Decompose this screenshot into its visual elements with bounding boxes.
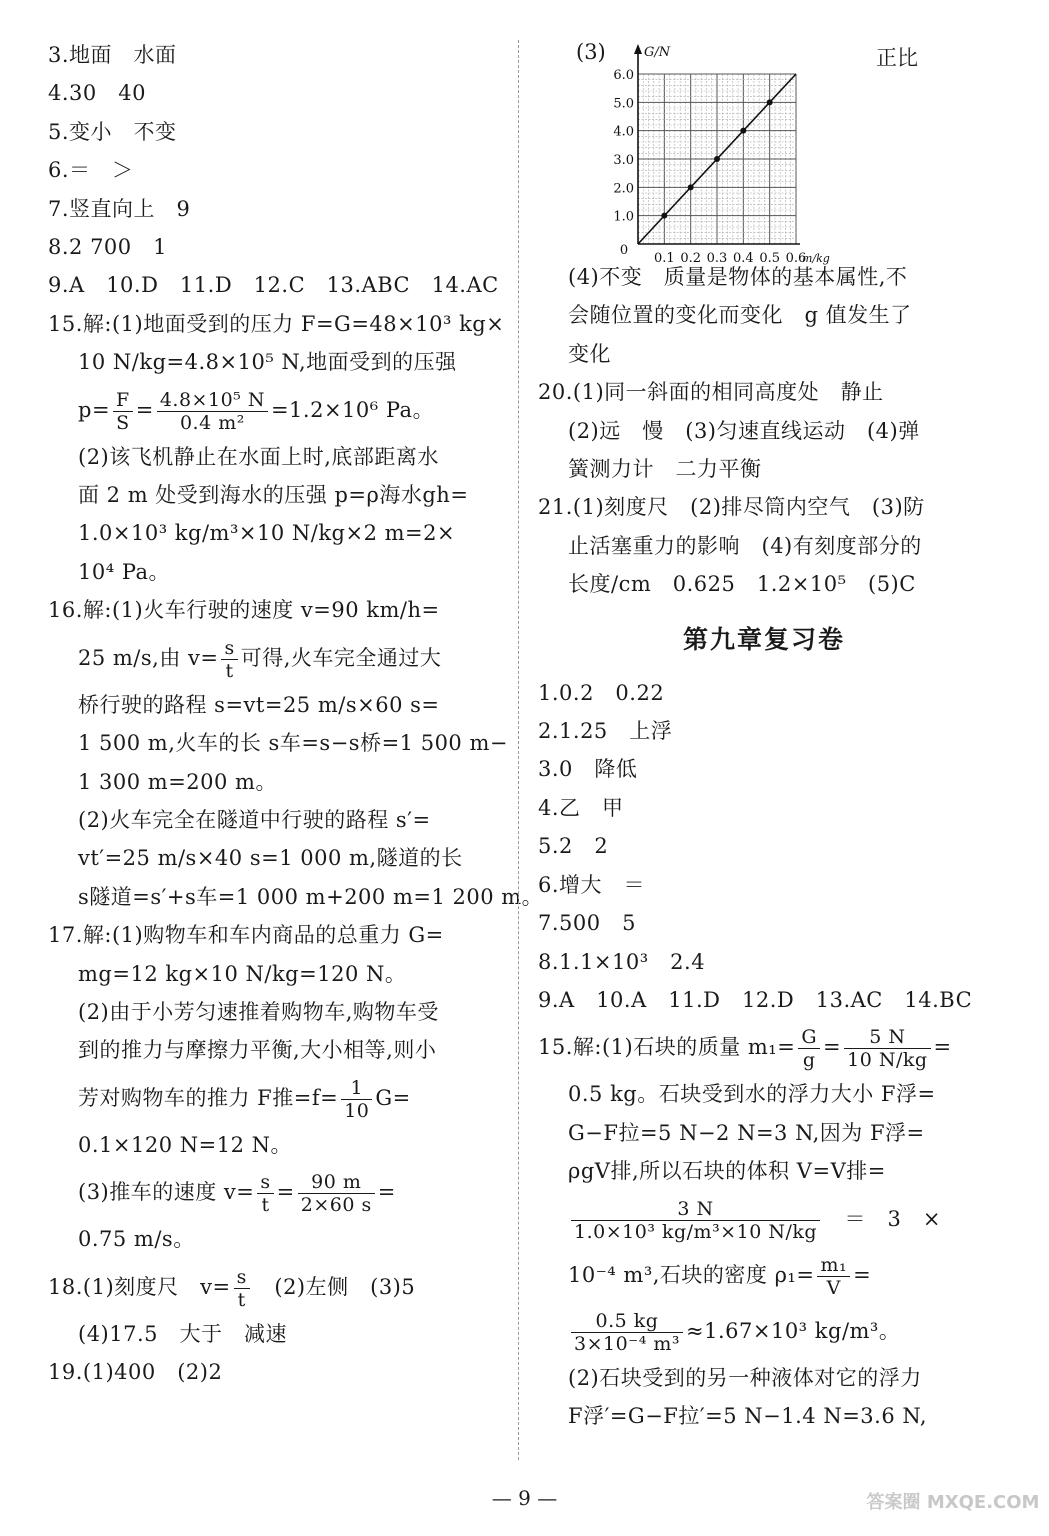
answer-line (538, 1303, 990, 1359)
fraction-numerator: G (798, 1026, 820, 1049)
data-point (688, 184, 694, 190)
answer-line: 3.0 降低 (538, 757, 638, 782)
fraction-denominator: 1.0×10³ kg/m³×10 N/kg (574, 1220, 818, 1243)
fraction-denominator: t (237, 1288, 246, 1311)
answer-line: 0.1×120 N=12 N。 (78, 1132, 292, 1157)
answer-line (48, 1259, 500, 1315)
answer-line: 9.A 10.D 11.D 12.C 13.ABC 14.AC (48, 273, 499, 298)
y-tick-label: 6.0 (613, 68, 634, 83)
answer-line: s隧道=s′+s车=1 000 m+200 m=1 200 m。 (78, 884, 544, 909)
answer-line: 长度/cm 0.625 1.2×10⁵ (5)C (568, 572, 916, 597)
gn-mass-chart (598, 36, 858, 266)
fraction (298, 1171, 375, 1216)
answer-line (48, 382, 500, 438)
answer-line: 变化 (568, 341, 611, 366)
y-tick-label: 3.0 (613, 153, 634, 168)
fraction-denominator: 10 N/kg (847, 1049, 928, 1072)
x-tick-label: 0.5 (759, 251, 781, 266)
x-tick-label: 0.4 (732, 251, 754, 266)
fraction-numerator: F (113, 389, 133, 412)
fraction-numerator: 5 N (844, 1026, 930, 1049)
text-segment: (3)推车的速度 v= (78, 1180, 255, 1205)
fraction-numerator: s (234, 1266, 250, 1289)
watermark-text: 答案圈 MXQE.COM (866, 1492, 1040, 1513)
text-segment: 10⁻⁴ m³,石块的密度 ρ₁= (568, 1262, 815, 1287)
answer-line (48, 630, 500, 686)
answer-line: 6.增大 ＝ (538, 872, 646, 897)
answer-line: 10 N/kg=4.8×10⁵ N,地面受到的压强 (78, 350, 457, 375)
fraction (341, 1077, 372, 1122)
answer-line: 4.30 40 (48, 81, 146, 106)
fraction-numerator: s (257, 1171, 273, 1194)
answer-line: 2.1.25 上浮 (538, 719, 673, 744)
answer-line: 6.＝ ＞ (48, 158, 134, 183)
text-segment: (2)左侧 (3)5 (252, 1274, 416, 1299)
answer-line: 20.(1)同一斜面的相同高度处 静止 (538, 380, 884, 405)
data-point (740, 128, 746, 134)
answer-line: (2)火车完全在隧道中行驶的路程 s′= (78, 807, 431, 832)
fraction (221, 637, 237, 682)
fraction (113, 389, 133, 434)
answer-line: 0.75 m/s。 (78, 1227, 195, 1252)
fraction-denominator: 3×10⁻⁴ m³ (574, 1332, 681, 1355)
fraction-numerator: 90 m (298, 1171, 375, 1194)
text-segment: = (853, 1262, 872, 1287)
answer-line: vt′=25 m/s×40 s=1 000 m,隧道的长 (78, 846, 463, 871)
answer-line: 8.1.1×10³ 2.4 (538, 949, 706, 974)
answer-line: 10⁴ Pa。 (78, 559, 171, 584)
answer-line: 17.解:(1)购物车和车内商品的总重力 G= (48, 923, 444, 948)
answer-line: mg=12 kg×10 N/kg=120 N。 (78, 961, 407, 986)
answer-line: 簧测力计 二力平衡 (568, 457, 762, 482)
answer-line: (2)远 慢 (3)匀速直线运动 (4)弹 (568, 418, 920, 443)
text-segment: =1.2×10⁶ Pa。 (270, 397, 435, 422)
column-divider (518, 40, 519, 1460)
answer-line: 止活塞重力的影响 (4)有刻度部分的 (568, 533, 922, 558)
answer-line: 3.地面 水面 (48, 43, 177, 67)
answer-line (538, 1247, 990, 1303)
answer-line: (2)该飞机静止在水面上时,底部距离水 (78, 444, 439, 469)
fraction (234, 1266, 250, 1311)
x-tick-label: 0.6 (785, 251, 807, 266)
answer-line: (4)不变 质量是物体的基本属性,不 (568, 265, 908, 289)
fraction-denominator: S (116, 411, 130, 434)
fraction-denominator: V (826, 1276, 841, 1299)
question-label: (3) (576, 40, 606, 64)
fraction-numerator: 4.8×10⁵ N (157, 389, 268, 412)
right-answer-column (538, 36, 990, 1435)
answer-line: 1.0×10³ kg/m³×10 N/kg×2 m=2× (78, 521, 456, 546)
fraction (157, 389, 268, 434)
data-point (714, 156, 720, 162)
y-tick-label: 5.0 (613, 96, 634, 112)
chapter-heading: 第九章复习卷 (682, 624, 845, 654)
text-segment: = (135, 397, 154, 422)
fraction (844, 1026, 930, 1071)
y-axis-label: G/N (644, 45, 671, 60)
fraction (817, 1254, 850, 1299)
text-segment: p= (78, 397, 111, 422)
answer-line: 15.解:(1)地面受到的压力 F=G=48×10³ kg× (48, 311, 505, 336)
text-segment: = (933, 1035, 952, 1060)
data-point (661, 213, 667, 219)
text-segment: 芳对购物车的推力 F推=f= (78, 1085, 339, 1110)
data-point (767, 99, 773, 105)
answer-line: 5.2 2 (538, 834, 609, 859)
fraction-denominator: t (225, 659, 234, 682)
x-axis-label: m/kg (802, 252, 830, 265)
fraction-denominator: 2×60 s (300, 1194, 372, 1217)
answer-line: (2)由于小芳匀速推着购物车,购物车受 (78, 999, 439, 1024)
watermark-logo (868, 1470, 1038, 1530)
y-tick-label: 1.0 (613, 209, 634, 225)
y-tick-label: 4.0 (613, 124, 634, 140)
fraction (798, 1026, 820, 1071)
fraction (571, 1310, 683, 1355)
fraction-numerator: 1 (341, 1077, 372, 1100)
text-segment: 15.解:(1)石块的质量 m₁= (538, 1035, 796, 1060)
fraction (257, 1171, 273, 1216)
text-segment: = (823, 1035, 842, 1060)
fraction-denominator: g (802, 1049, 816, 1072)
answer-line: ρgV排,所以石块的体积 V=V排= (568, 1159, 886, 1184)
answer-line: 5.变小 不变 (48, 119, 177, 144)
fraction-numerator: 0.5 kg (571, 1310, 683, 1333)
text-segment: = (377, 1180, 396, 1205)
answer-line: (2)石块受到的另一种液体对它的浮力 (568, 1365, 922, 1390)
answer-line: 7.竖直向上 9 (48, 196, 191, 221)
answer-line: 到的推力与摩擦力平衡,大小相等,则小 (78, 1038, 437, 1063)
y-axis-arrow (634, 44, 642, 54)
text-segment: 18.(1)刻度尺 v= (48, 1274, 231, 1299)
fraction-denominator: t (261, 1194, 270, 1217)
answer-line (538, 1191, 990, 1247)
answer-line: 19.(1)400 (2)2 (48, 1359, 223, 1384)
answer-line: 1 300 m=200 m。 (78, 769, 277, 794)
answer-line (538, 1019, 990, 1075)
fraction-numerator: s (221, 637, 237, 660)
text-segment: G= (375, 1085, 411, 1110)
x-tick-label: 0.1 (653, 251, 675, 266)
answer-line: 1 500 m,火车的长 s车=s−s桥=1 500 m− (78, 731, 508, 756)
graph-answer: 正比 (876, 46, 918, 70)
text-segment: 可得,火车完全通过大 (240, 645, 442, 670)
text-segment: ≈1.67×10³ kg/m³。 (686, 1318, 901, 1343)
x-tick-label: 0.2 (680, 251, 702, 266)
fraction (571, 1198, 820, 1243)
fraction-numerator: m₁ (817, 1254, 850, 1277)
x-tick-label: 0.3 (706, 251, 728, 266)
left-answer-column (48, 36, 544, 1391)
text-segment: ＝ 3 × (823, 1206, 941, 1231)
answer-line: 4.乙 甲 (538, 795, 624, 820)
answer-line: 面 2 m 处受到海水的压强 p=ρ海水gh= (78, 483, 469, 508)
answer-line: 9.A 10.A 11.D 12.D 13.AC 14.BC (538, 987, 973, 1012)
answer-line: F浮′=G−F拉′=5 N−1.4 N=3.6 N, (568, 1403, 928, 1428)
answer-line: 1.0.2 0.22 (538, 680, 665, 705)
answer-line: 7.500 5 (538, 911, 636, 936)
answer-line: 0.5 kg。石块受到水的浮力大小 F浮= (568, 1082, 936, 1107)
graph-question (538, 36, 990, 266)
answer-line: 会随位置的变化而变化 g 值发生了 (568, 303, 912, 328)
answer-line: 桥行驶的路程 s=vt=25 m/s×60 s= (78, 692, 440, 717)
fraction-denominator: 10 (344, 1099, 370, 1122)
answer-line: (4)17.5 大于 减速 (78, 1321, 288, 1346)
answer-line (48, 1070, 500, 1126)
answer-line (48, 1164, 500, 1220)
y-tick-label: 2.0 (613, 181, 634, 197)
answer-line: 16.解:(1)火车行驶的速度 v=90 km/h= (48, 598, 440, 623)
answer-line: G−F拉=5 N−2 N=3 N,因为 F浮= (568, 1120, 925, 1145)
fraction-denominator: 0.4 m² (179, 411, 245, 434)
page-number: — 9 — (491, 1486, 558, 1510)
origin-label: 0 (619, 243, 629, 258)
text-segment: = (276, 1180, 295, 1205)
answer-line: 21.(1)刻度尺 (2)排尽筒内空气 (3)防 (538, 495, 925, 520)
fraction-numerator: 3 N (571, 1198, 820, 1221)
answer-line: 8.2 700 1 (48, 235, 168, 260)
text-segment: 25 m/s,由 v= (78, 645, 219, 670)
